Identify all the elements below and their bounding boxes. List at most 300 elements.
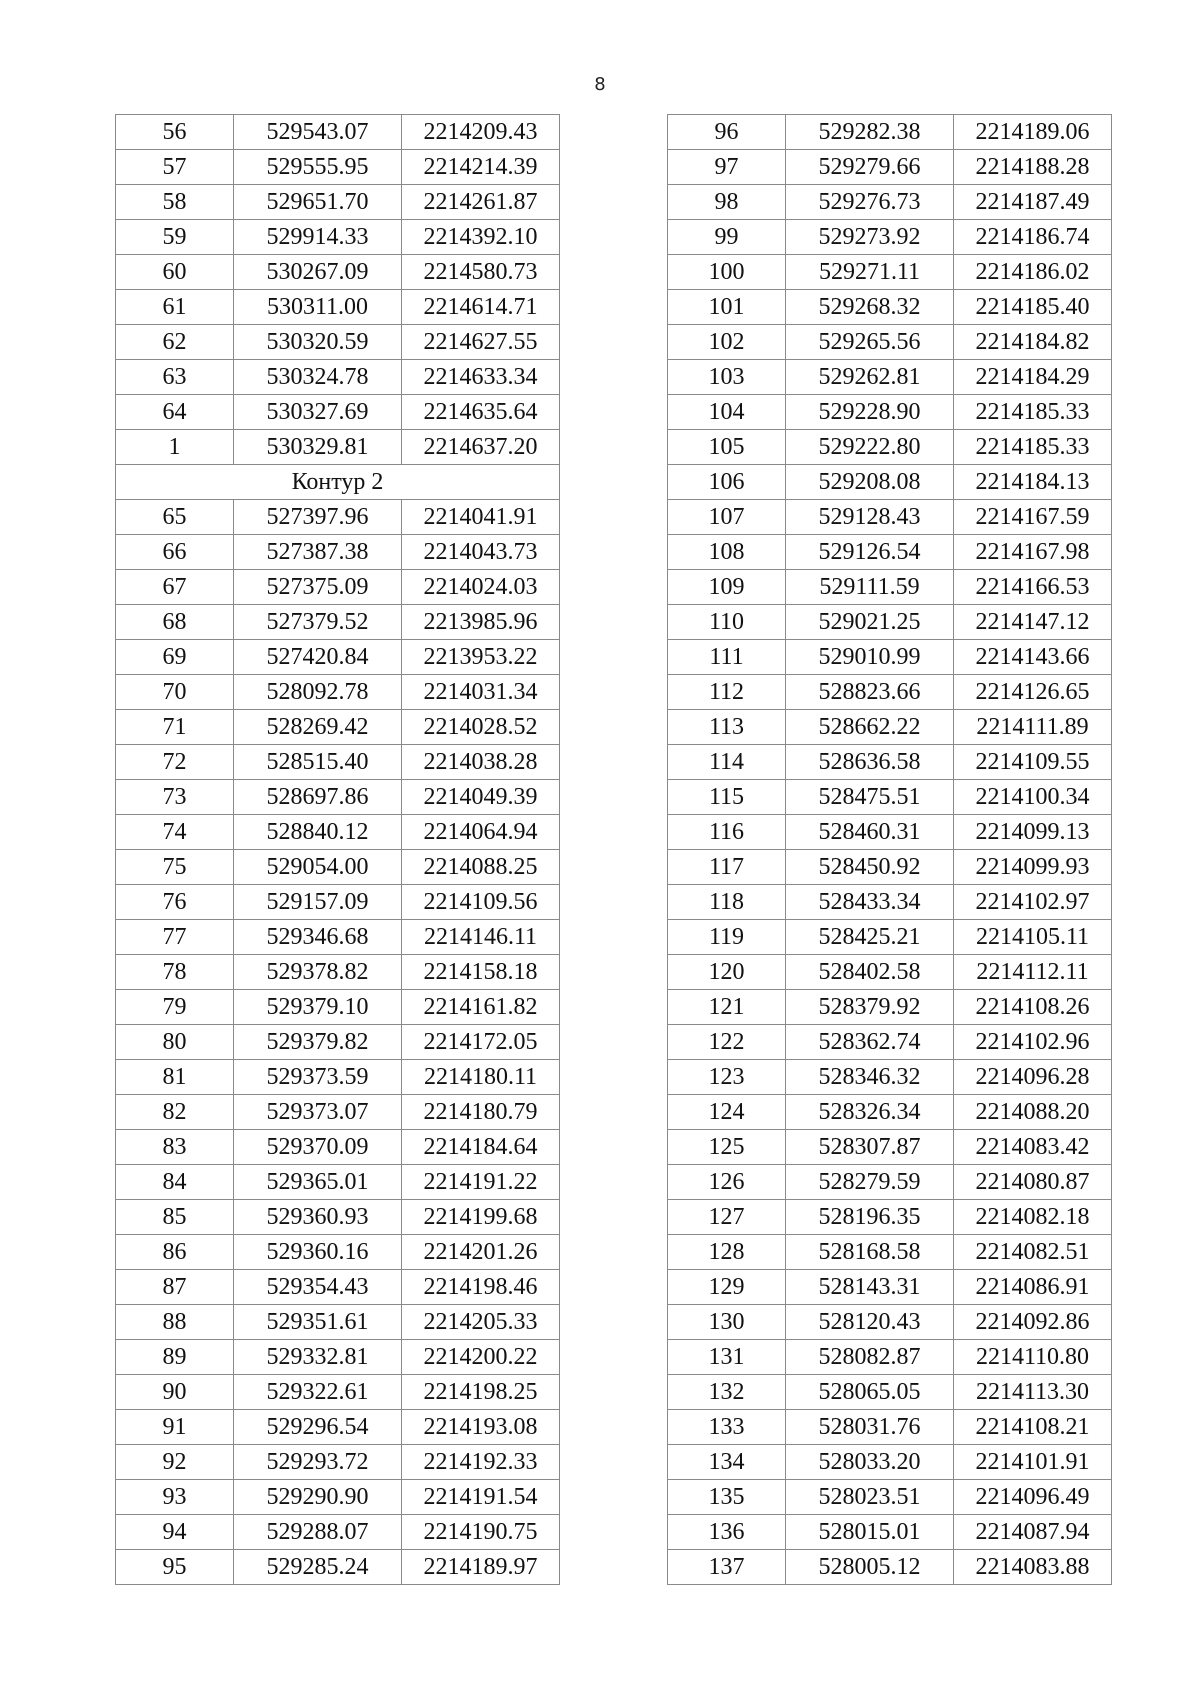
table-row <box>116 1550 560 1585</box>
point-number-cell: 130 <box>668 1305 786 1340</box>
x-coordinate-cell: 528662.22 <box>786 710 954 745</box>
x-coordinate-cell: 528269.42 <box>234 710 402 745</box>
y-coordinate-cell: 2214109.55 <box>954 745 1112 780</box>
point-number-cell: 103 <box>668 360 786 395</box>
x-coordinate-cell: 529276.73 <box>786 185 954 220</box>
table-row <box>668 185 1112 220</box>
x-coordinate-cell: 528697.86 <box>234 780 402 815</box>
point-number-cell: 66 <box>116 535 234 570</box>
y-coordinate-cell: 2214185.33 <box>954 430 1112 465</box>
section-header-row <box>116 465 560 500</box>
point-number-cell: 133 <box>668 1410 786 1445</box>
y-coordinate-cell: 2214088.20 <box>954 1095 1112 1130</box>
x-coordinate-cell: 530324.78 <box>234 360 402 395</box>
x-coordinate-cell: 529332.81 <box>234 1340 402 1375</box>
table-row <box>668 1235 1112 1270</box>
table-row <box>116 885 560 920</box>
point-number-cell: 97 <box>668 150 786 185</box>
point-number-cell: 118 <box>668 885 786 920</box>
x-coordinate-cell: 527379.52 <box>234 605 402 640</box>
point-number-cell: 68 <box>116 605 234 640</box>
y-coordinate-cell: 2214209.43 <box>402 115 560 150</box>
point-number-cell: 121 <box>668 990 786 1025</box>
point-number-cell: 61 <box>116 290 234 325</box>
x-coordinate-cell: 528120.43 <box>786 1305 954 1340</box>
y-coordinate-cell: 2214167.98 <box>954 535 1112 570</box>
x-coordinate-cell: 529543.07 <box>234 115 402 150</box>
x-coordinate-cell: 529373.07 <box>234 1095 402 1130</box>
x-coordinate-cell: 528168.58 <box>786 1235 954 1270</box>
x-coordinate-cell: 529021.25 <box>786 605 954 640</box>
table-row <box>116 955 560 990</box>
table-row <box>668 675 1112 710</box>
table-row <box>668 850 1112 885</box>
y-coordinate-cell: 2214184.13 <box>954 465 1112 500</box>
y-coordinate-cell: 2214199.68 <box>402 1200 560 1235</box>
table-row <box>116 290 560 325</box>
y-coordinate-cell: 2214166.53 <box>954 570 1112 605</box>
x-coordinate-cell: 528425.21 <box>786 920 954 955</box>
table-row <box>116 850 560 885</box>
table-row <box>116 640 560 675</box>
point-number-cell: 131 <box>668 1340 786 1375</box>
y-coordinate-cell: 2214185.33 <box>954 395 1112 430</box>
table-row <box>668 885 1112 920</box>
x-coordinate-cell: 528346.32 <box>786 1060 954 1095</box>
point-number-cell: 109 <box>668 570 786 605</box>
table-row <box>668 465 1112 500</box>
x-coordinate-cell: 528033.20 <box>786 1445 954 1480</box>
y-coordinate-cell: 2214205.33 <box>402 1305 560 1340</box>
table-row <box>668 1340 1112 1375</box>
x-coordinate-cell: 528031.76 <box>786 1410 954 1445</box>
y-coordinate-cell: 2214580.73 <box>402 255 560 290</box>
table-row <box>668 640 1112 675</box>
point-number-cell: 116 <box>668 815 786 850</box>
point-number-cell: 94 <box>116 1515 234 1550</box>
x-coordinate-cell: 529265.56 <box>786 325 954 360</box>
x-coordinate-cell: 529354.43 <box>234 1270 402 1305</box>
point-number-cell: 123 <box>668 1060 786 1095</box>
y-coordinate-cell: 2214113.30 <box>954 1375 1112 1410</box>
point-number-cell: 124 <box>668 1095 786 1130</box>
table-row <box>116 1305 560 1340</box>
y-coordinate-cell: 2214392.10 <box>402 220 560 255</box>
y-coordinate-cell: 2214082.18 <box>954 1200 1112 1235</box>
y-coordinate-cell: 2214087.94 <box>954 1515 1112 1550</box>
y-coordinate-cell: 2214200.22 <box>402 1340 560 1375</box>
table-row <box>116 1235 560 1270</box>
point-number-cell: 57 <box>116 150 234 185</box>
point-number-cell: 122 <box>668 1025 786 1060</box>
y-coordinate-cell: 2214080.87 <box>954 1165 1112 1200</box>
y-coordinate-cell: 2213985.96 <box>402 605 560 640</box>
point-number-cell: 108 <box>668 535 786 570</box>
table-row <box>668 605 1112 640</box>
point-number-cell: 104 <box>668 395 786 430</box>
point-number-cell: 134 <box>668 1445 786 1480</box>
y-coordinate-cell: 2214096.28 <box>954 1060 1112 1095</box>
x-coordinate-cell: 529271.11 <box>786 255 954 290</box>
point-number-cell: 106 <box>668 465 786 500</box>
x-coordinate-cell: 529111.59 <box>786 570 954 605</box>
y-coordinate-cell: 2214126.65 <box>954 675 1112 710</box>
x-coordinate-cell: 529157.09 <box>234 885 402 920</box>
point-number-cell: 73 <box>116 780 234 815</box>
table-row <box>668 1200 1112 1235</box>
table-row <box>668 1480 1112 1515</box>
table-row <box>116 1025 560 1060</box>
x-coordinate-cell: 528307.87 <box>786 1130 954 1165</box>
point-number-cell: 56 <box>116 115 234 150</box>
y-coordinate-cell: 2214043.73 <box>402 535 560 570</box>
point-number-cell: 132 <box>668 1375 786 1410</box>
point-number-cell: 60 <box>116 255 234 290</box>
y-coordinate-cell: 2214102.97 <box>954 885 1112 920</box>
x-coordinate-cell: 530311.00 <box>234 290 402 325</box>
y-coordinate-cell: 2214110.80 <box>954 1340 1112 1375</box>
x-coordinate-cell: 528475.51 <box>786 780 954 815</box>
table-row <box>116 675 560 710</box>
x-coordinate-cell: 528092.78 <box>234 675 402 710</box>
x-coordinate-cell: 528515.40 <box>234 745 402 780</box>
point-number-cell: 77 <box>116 920 234 955</box>
y-coordinate-cell: 2214627.55 <box>402 325 560 360</box>
table-row <box>116 1130 560 1165</box>
point-number-cell: 79 <box>116 990 234 1025</box>
x-coordinate-cell: 529290.90 <box>234 1480 402 1515</box>
point-number-cell: 107 <box>668 500 786 535</box>
y-coordinate-cell: 2214185.40 <box>954 290 1112 325</box>
table-row <box>116 535 560 570</box>
x-coordinate-cell: 528143.31 <box>786 1270 954 1305</box>
point-number-cell: 88 <box>116 1305 234 1340</box>
x-coordinate-cell: 528433.34 <box>786 885 954 920</box>
x-coordinate-cell: 528082.87 <box>786 1340 954 1375</box>
y-coordinate-cell: 2214198.25 <box>402 1375 560 1410</box>
y-coordinate-cell: 2214187.49 <box>954 185 1112 220</box>
table-row <box>668 150 1112 185</box>
x-coordinate-cell: 527420.84 <box>234 640 402 675</box>
point-number-cell: 119 <box>668 920 786 955</box>
y-coordinate-cell: 2214192.33 <box>402 1445 560 1480</box>
y-coordinate-cell: 2214083.42 <box>954 1130 1112 1165</box>
table-row <box>668 430 1112 465</box>
table-row <box>668 220 1112 255</box>
x-coordinate-cell: 528362.74 <box>786 1025 954 1060</box>
x-coordinate-cell: 529288.07 <box>234 1515 402 1550</box>
y-coordinate-cell: 2214186.02 <box>954 255 1112 290</box>
y-coordinate-cell: 2214101.91 <box>954 1445 1112 1480</box>
table-row <box>668 990 1112 1025</box>
y-coordinate-cell: 2214184.64 <box>402 1130 560 1165</box>
x-coordinate-cell: 529228.90 <box>786 395 954 430</box>
coordinates-table-right <box>667 114 1112 1585</box>
point-number-cell: 99 <box>668 220 786 255</box>
x-coordinate-cell: 529285.24 <box>234 1550 402 1585</box>
x-coordinate-cell: 529273.92 <box>786 220 954 255</box>
x-coordinate-cell: 529360.16 <box>234 1235 402 1270</box>
y-coordinate-cell: 2214161.82 <box>402 990 560 1025</box>
y-coordinate-cell: 2214024.03 <box>402 570 560 605</box>
x-coordinate-cell: 529914.33 <box>234 220 402 255</box>
table-row <box>116 500 560 535</box>
table-row <box>116 1165 560 1200</box>
point-number-cell: 95 <box>116 1550 234 1585</box>
table-row <box>116 360 560 395</box>
point-number-cell: 105 <box>668 430 786 465</box>
table-row <box>116 710 560 745</box>
y-coordinate-cell: 2214112.11 <box>954 955 1112 990</box>
x-coordinate-cell: 529054.00 <box>234 850 402 885</box>
x-coordinate-cell: 527375.09 <box>234 570 402 605</box>
point-number-cell: 1 <box>116 430 234 465</box>
point-number-cell: 126 <box>668 1165 786 1200</box>
point-number-cell: 128 <box>668 1235 786 1270</box>
y-coordinate-cell: 2214184.82 <box>954 325 1112 360</box>
point-number-cell: 89 <box>116 1340 234 1375</box>
y-coordinate-cell: 2214167.59 <box>954 500 1112 535</box>
x-coordinate-cell: 529010.99 <box>786 640 954 675</box>
y-coordinate-cell: 2214158.18 <box>402 955 560 990</box>
y-coordinate-cell: 2214180.11 <box>402 1060 560 1095</box>
point-number-cell: 91 <box>116 1410 234 1445</box>
table-row <box>668 1515 1112 1550</box>
point-number-cell: 92 <box>116 1445 234 1480</box>
y-coordinate-cell: 2214637.20 <box>402 430 560 465</box>
point-number-cell: 78 <box>116 955 234 990</box>
y-coordinate-cell: 2214028.52 <box>402 710 560 745</box>
table-row <box>116 115 560 150</box>
x-coordinate-cell: 529351.61 <box>234 1305 402 1340</box>
point-number-cell: 93 <box>116 1480 234 1515</box>
point-number-cell: 117 <box>668 850 786 885</box>
table-row <box>116 1200 560 1235</box>
x-coordinate-cell: 527387.38 <box>234 535 402 570</box>
point-number-cell: 58 <box>116 185 234 220</box>
table-row <box>116 185 560 220</box>
table-row <box>116 1410 560 1445</box>
table-row <box>116 570 560 605</box>
y-coordinate-cell: 2214201.26 <box>402 1235 560 1270</box>
table-row <box>116 1095 560 1130</box>
x-coordinate-cell: 528023.51 <box>786 1480 954 1515</box>
x-coordinate-cell: 528065.05 <box>786 1375 954 1410</box>
table-row <box>116 990 560 1025</box>
table-row <box>116 815 560 850</box>
x-coordinate-cell: 530327.69 <box>234 395 402 430</box>
table-row <box>668 1410 1112 1445</box>
y-coordinate-cell: 2214193.08 <box>402 1410 560 1445</box>
y-coordinate-cell: 2214038.28 <box>402 745 560 780</box>
point-number-cell: 110 <box>668 605 786 640</box>
y-coordinate-cell: 2214261.87 <box>402 185 560 220</box>
table-row <box>668 1550 1112 1585</box>
point-number-cell: 69 <box>116 640 234 675</box>
y-coordinate-cell: 2214190.75 <box>402 1515 560 1550</box>
y-coordinate-cell: 2214186.74 <box>954 220 1112 255</box>
table-row <box>116 395 560 430</box>
y-coordinate-cell: 2214099.13 <box>954 815 1112 850</box>
y-coordinate-cell: 2214191.54 <box>402 1480 560 1515</box>
table-row <box>116 1340 560 1375</box>
point-number-cell: 59 <box>116 220 234 255</box>
point-number-cell: 71 <box>116 710 234 745</box>
point-number-cell: 62 <box>116 325 234 360</box>
x-coordinate-cell: 529651.70 <box>234 185 402 220</box>
table-row <box>116 1270 560 1305</box>
y-coordinate-cell: 2214111.89 <box>954 710 1112 745</box>
table-row <box>668 1445 1112 1480</box>
x-coordinate-cell: 529555.95 <box>234 150 402 185</box>
x-coordinate-cell: 528823.66 <box>786 675 954 710</box>
y-coordinate-cell: 2214099.93 <box>954 850 1112 885</box>
x-coordinate-cell: 529365.01 <box>234 1165 402 1200</box>
point-number-cell: 74 <box>116 815 234 850</box>
table-row <box>116 1515 560 1550</box>
table-row <box>668 255 1112 290</box>
point-number-cell: 76 <box>116 885 234 920</box>
x-coordinate-cell: 529268.32 <box>786 290 954 325</box>
table-row <box>668 1375 1112 1410</box>
table-row <box>668 920 1112 955</box>
table-row <box>116 1060 560 1095</box>
x-coordinate-cell: 529126.54 <box>786 535 954 570</box>
y-coordinate-cell: 2214049.39 <box>402 780 560 815</box>
table-row <box>668 115 1112 150</box>
point-number-cell: 70 <box>116 675 234 710</box>
table-row <box>116 150 560 185</box>
point-number-cell: 85 <box>116 1200 234 1235</box>
point-number-cell: 137 <box>668 1550 786 1585</box>
table-row <box>668 1130 1112 1165</box>
y-coordinate-cell: 2214108.21 <box>954 1410 1112 1445</box>
x-coordinate-cell: 528840.12 <box>234 815 402 850</box>
y-coordinate-cell: 2214088.25 <box>402 850 560 885</box>
table-row <box>116 1445 560 1480</box>
y-coordinate-cell: 2214109.56 <box>402 885 560 920</box>
x-coordinate-cell: 528326.34 <box>786 1095 954 1130</box>
y-coordinate-cell: 2214041.91 <box>402 500 560 535</box>
table-row <box>668 290 1112 325</box>
x-coordinate-cell: 529279.66 <box>786 150 954 185</box>
y-coordinate-cell: 2214198.46 <box>402 1270 560 1305</box>
point-number-cell: 111 <box>668 640 786 675</box>
point-number-cell: 135 <box>668 1480 786 1515</box>
y-coordinate-cell: 2214188.28 <box>954 150 1112 185</box>
table-row <box>116 605 560 640</box>
x-coordinate-cell: 527397.96 <box>234 500 402 535</box>
point-number-cell: 84 <box>116 1165 234 1200</box>
table-row <box>116 780 560 815</box>
point-number-cell: 87 <box>116 1270 234 1305</box>
table-row <box>116 1375 560 1410</box>
x-coordinate-cell: 528379.92 <box>786 990 954 1025</box>
y-coordinate-cell: 2214092.86 <box>954 1305 1112 1340</box>
y-coordinate-cell: 2214146.11 <box>402 920 560 955</box>
y-coordinate-cell: 2214635.64 <box>402 395 560 430</box>
point-number-cell: 90 <box>116 1375 234 1410</box>
point-number-cell: 82 <box>116 1095 234 1130</box>
table-row <box>116 920 560 955</box>
y-coordinate-cell: 2214189.97 <box>402 1550 560 1585</box>
y-coordinate-cell: 2214086.91 <box>954 1270 1112 1305</box>
point-number-cell: 136 <box>668 1515 786 1550</box>
y-coordinate-cell: 2214102.96 <box>954 1025 1112 1060</box>
x-coordinate-cell: 528196.35 <box>786 1200 954 1235</box>
y-coordinate-cell: 2214633.34 <box>402 360 560 395</box>
point-number-cell: 64 <box>116 395 234 430</box>
table-row <box>668 955 1112 990</box>
point-number-cell: 101 <box>668 290 786 325</box>
y-coordinate-cell: 2214172.05 <box>402 1025 560 1060</box>
x-coordinate-cell: 528450.92 <box>786 850 954 885</box>
point-number-cell: 75 <box>116 850 234 885</box>
x-coordinate-cell: 529379.82 <box>234 1025 402 1060</box>
point-number-cell: 65 <box>116 500 234 535</box>
x-coordinate-cell: 530267.09 <box>234 255 402 290</box>
point-number-cell: 112 <box>668 675 786 710</box>
x-coordinate-cell: 529282.38 <box>786 115 954 150</box>
table-row <box>668 395 1112 430</box>
point-number-cell: 114 <box>668 745 786 780</box>
point-number-cell: 81 <box>116 1060 234 1095</box>
x-coordinate-cell: 529360.93 <box>234 1200 402 1235</box>
point-number-cell: 113 <box>668 710 786 745</box>
y-coordinate-cell: 2214189.06 <box>954 115 1112 150</box>
table-row <box>116 1480 560 1515</box>
x-coordinate-cell: 529379.10 <box>234 990 402 1025</box>
point-number-cell: 125 <box>668 1130 786 1165</box>
table-row <box>668 710 1112 745</box>
point-number-cell: 120 <box>668 955 786 990</box>
table-row <box>668 780 1112 815</box>
table-row <box>668 1060 1112 1095</box>
page-number: 8 <box>594 74 606 95</box>
y-coordinate-cell: 2214096.49 <box>954 1480 1112 1515</box>
point-number-cell: 80 <box>116 1025 234 1060</box>
x-coordinate-cell: 528636.58 <box>786 745 954 780</box>
contour-label: Контур 2 <box>116 465 560 500</box>
point-number-cell: 102 <box>668 325 786 360</box>
y-coordinate-cell: 2214184.29 <box>954 360 1112 395</box>
point-number-cell: 127 <box>668 1200 786 1235</box>
table-row <box>668 815 1112 850</box>
y-coordinate-cell: 2214108.26 <box>954 990 1112 1025</box>
table-row <box>668 1095 1112 1130</box>
x-coordinate-cell: 529296.54 <box>234 1410 402 1445</box>
table-row <box>668 1025 1112 1060</box>
x-coordinate-cell: 530320.59 <box>234 325 402 360</box>
table-row <box>668 1270 1112 1305</box>
y-coordinate-cell: 2214064.94 <box>402 815 560 850</box>
y-coordinate-cell: 2214614.71 <box>402 290 560 325</box>
table-row <box>116 430 560 465</box>
point-number-cell: 67 <box>116 570 234 605</box>
table-row <box>668 325 1112 360</box>
x-coordinate-cell: 528279.59 <box>786 1165 954 1200</box>
table-row <box>668 1165 1112 1200</box>
y-coordinate-cell: 2214191.22 <box>402 1165 560 1200</box>
y-coordinate-cell: 2214105.11 <box>954 920 1112 955</box>
table-row <box>668 1305 1112 1340</box>
table-row <box>668 570 1112 605</box>
x-coordinate-cell: 530329.81 <box>234 430 402 465</box>
point-number-cell: 83 <box>116 1130 234 1165</box>
point-number-cell: 63 <box>116 360 234 395</box>
point-number-cell: 98 <box>668 185 786 220</box>
x-coordinate-cell: 528402.58 <box>786 955 954 990</box>
